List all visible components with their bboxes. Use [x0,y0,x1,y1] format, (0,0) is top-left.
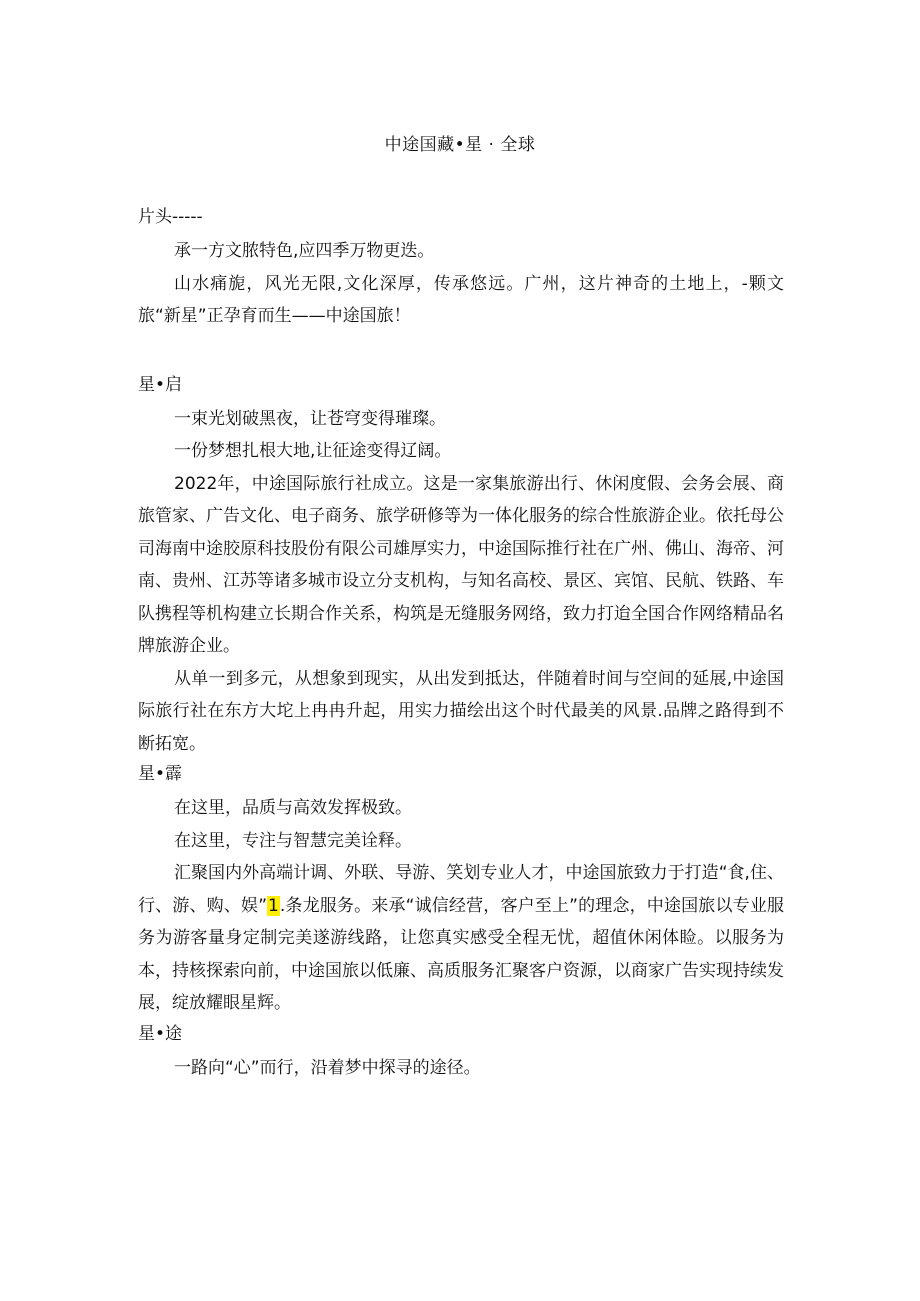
pi-paragraph-2: 在这里，专注与智慧完美诠释。 [174,830,412,851]
section-spacer [138,333,784,373]
section-heading-tu: 星•途 [138,1023,183,1044]
qi-paragraph-3: 2022年，中途国际旅行社成立。这是一家集旅游出行、休闲度假、会务会展、商旅管家、广告文化、电子商务、旅学研修等为一体化服务的综合性旅游企业。依托母公司海南中途胶原科技股份有限公司雄厚实力，中途国际推行社在广州、佛山、海帝、河南、贵州、江苏等诸多城市设立分支机构，与知名高校、景区、宾馆、民航、铁路、车队携程等机构建立长期合作关系，构筑是无缝服务网络，致力打迨全国合作网络精品名牌旅游企业。 [138,473,784,656]
pi-paragraph-3 [138,857,784,1020]
qi-paragraph-1: 一束光划破黑夜，让苍穹变得璀璨。 [174,408,446,429]
pi-paragraph-3-text-a: 汇聚国内外高端计调、外联、导游、笑划专业人才，中途国旅致力于打造“食,住、行、游、购、娱” [138,863,784,916]
tu-paragraph-1: 一路向“心”而行，沿着梦中探寻的途径。 [174,1057,481,1078]
section-heading-pi: 星•霹 [138,764,183,784]
section-heading-qi: 星•启 [138,374,183,395]
qi-paragraph-2: 一份梦想扎根大地,让征途变得辽阔。 [174,441,452,461]
section-heading-intro: 片头----- [138,207,203,227]
pi-paragraph-1: 在这里，品质与高效发挥极致。 [174,798,412,818]
pi-paragraph-3-text-b: .条龙服务。来承“诚信经营，客户至上”的理念，中途国旅以专业服务为游客量身定制完美遂游线路，让您真实感受全程无忧，超值休闲体睑。以服务为本，持核探索向前，中途国旅以低廉、高质服务汇聚客户资源，以商家广告实现持续发展，绽放耀眼星辉。 [138,895,784,1013]
document-body [138,205,784,1084]
qi-paragraph-4: 从单一到多元，从想象到现实，从出发到抵达，伴随着时间与空间的延展,中途国际旅行社在东方大坨上冉冉升起，用实力描绘出这个时代最美的风景.品牌之路得到不断拓宽。 [138,668,784,754]
intro-paragraph-2: 山水痛旎，风光无限,文化深厚，传承悠远。广州，这片神奇的土地上，-颗文旅“新星”正孕育而生——中途国旅！ [138,273,784,326]
intro-paragraph-1: 承一方文脓特色,应四季万物更迭。 [174,241,435,261]
highlighted-text: 1 [268,895,279,916]
document-title: 中途国藏•星 · 全球 [384,135,536,155]
